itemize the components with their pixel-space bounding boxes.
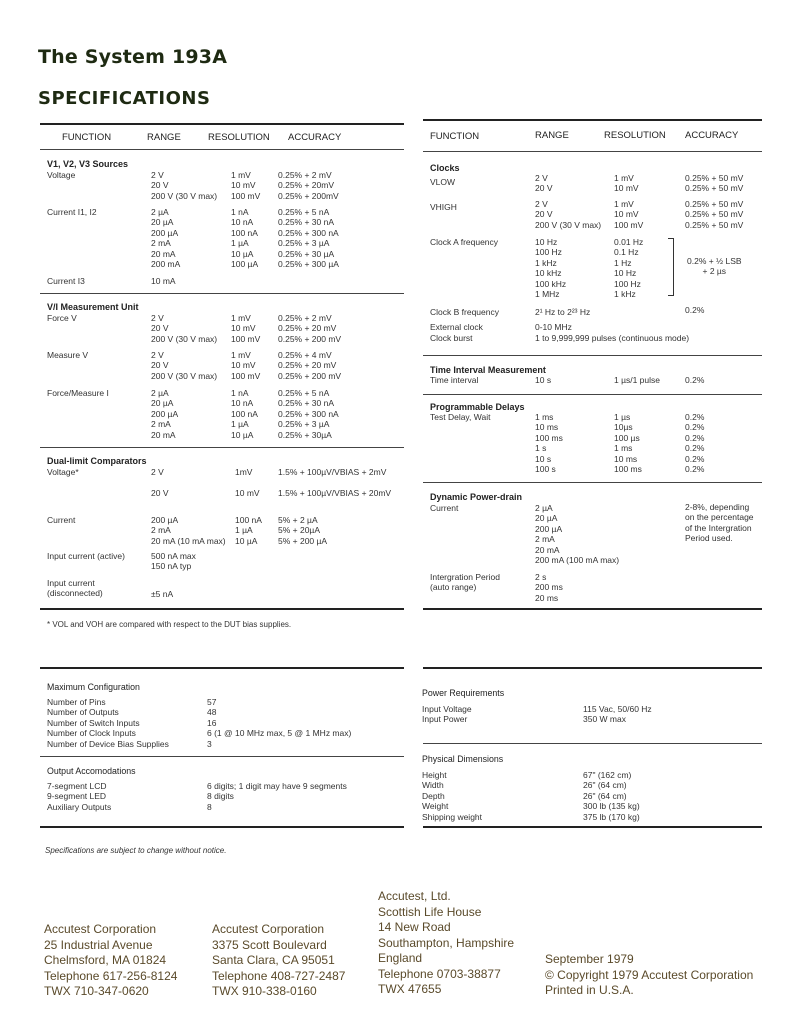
measv-range: 2 V 20 V 200 V (30 V max) <box>151 350 218 381</box>
forcev-resolution: 1 mV 10 mV 100 mV <box>231 313 261 344</box>
dpd-range: 2 µA 20 µA 200 µA 2 mA 20 mA 200 mA (100 mA max) <box>535 503 620 566</box>
power-values: 115 Vac, 50/60 Hz 350 W max <box>583 704 652 725</box>
right-col-function: FUNCTION <box>430 131 480 142</box>
section-dpd: Dynamic Power-drain <box>430 492 523 502</box>
measv-label: Measure V <box>47 350 89 360</box>
outputs-rule <box>40 756 404 757</box>
right-bottom-rule <box>423 608 762 610</box>
left-col-function: FUNCTION <box>62 132 112 143</box>
current12-label: Current I1, I2 <box>47 207 97 217</box>
fmi-label: Force/Measure I <box>47 388 109 398</box>
input-disc-range: ±5 nA <box>151 589 174 599</box>
power-top-rule <box>423 667 762 669</box>
maxconfig-values: 57 48 16 6 (1 @ 10 MHz max, 5 @ 1 MHz max) 3 <box>207 697 352 749</box>
burst-label: Clock burst <box>430 333 473 343</box>
dlc-v1-range: 2 V <box>151 467 164 477</box>
left-col-range: RANGE <box>147 132 181 143</box>
physical-bottom-rule <box>423 826 762 828</box>
rule-tim <box>423 355 762 356</box>
dlc-current-range: 200 µA 2 mA 20 mA (10 mA max) <box>151 515 226 546</box>
section-clocks: Clocks <box>430 163 460 173</box>
vhigh-accuracy: 0.25% + 50 mV 0.25% + 50 mV 0.25% + 50 mV <box>685 199 744 230</box>
right-header-rule <box>423 151 762 152</box>
measv-accuracy: 0.25% + 4 mV 0.25% + 20 mV 0.25% + 200 mV <box>278 350 342 381</box>
fmi-resolution: 1 nA 10 nA 100 nA 1 µA 10 µA <box>231 388 258 440</box>
forcev-range: 2 V 20 V 200 V (30 V max) <box>151 313 218 344</box>
section-dlc: Dual-limit Comparators <box>47 456 147 466</box>
rule-dlc <box>40 447 404 448</box>
right-col-resolution: RESOLUTION <box>604 130 666 141</box>
maxconfig-title: Maximum Configuration <box>47 682 140 692</box>
left-col-accuracy: ACCURACY <box>288 132 342 143</box>
vhigh-resolution: 1 mV 10 mV 100 mV <box>614 199 644 230</box>
current3-label: Current I3 <box>47 276 85 286</box>
power-labels: Input Voltage Input Power <box>422 704 472 725</box>
fmi-range: 2 µA 20 µA 200 µA 2 mA 20 mA <box>151 388 179 440</box>
clkb-label: Clock B frequency <box>430 307 499 317</box>
burst-range: 1 to 9,999,999 pulses (continuous mode) <box>535 333 690 343</box>
current12-accuracy: 0.25% + 5 nA 0.25% + 30 nA 0.25% + 300 nA 0.25% + 3 µA 0.25% + 30 µA 0.25% + 300 µA <box>278 207 339 270</box>
rule-dpd <box>423 482 762 483</box>
clka-label: Clock A frequency <box>430 237 499 247</box>
pd-accuracy: 0.2% 0.2% 0.2% 0.2% 0.2% 0.2% <box>685 412 705 475</box>
ip-range: 2 s 200 ms 20 ms <box>535 572 563 603</box>
clka-accuracy: 0.2% + ½ LSB + 2 µs <box>687 256 742 277</box>
voltage-range: 2 V 20 V 200 V (30 V max) <box>151 170 218 201</box>
clka-range: 10 Hz 100 Hz 1 kHz 10 kHz 100 kHz 1 MHz <box>535 237 567 300</box>
clkb-range: 2¹ Hz to 2²³ Hz <box>535 307 591 317</box>
section-vi-unit: V/I Measurement Unit <box>47 302 139 312</box>
tim-range: 10 s <box>535 375 552 385</box>
input-active-label: Input current (active) <box>47 551 125 561</box>
dlc-v2-accuracy: 1.5% + 100µV/VBIAS + 20mV <box>278 488 392 498</box>
rule-pd <box>423 394 762 395</box>
voltage-accuracy: 0.25% + 2 mV 0.25% + 20mV 0.25% + 200mV <box>278 170 339 201</box>
address-santa-clara: Accutest Corporation 3375 Scott Boulevard Santa Clara, CA 95051 Telephone 408-727-2487 TWX 910-338-0160 <box>212 922 346 998</box>
tim-accuracy: 0.2% <box>685 375 705 385</box>
fmi-accuracy: 0.25% + 5 nA 0.25% + 30 nA 0.25% + 300 nA 0.25% + 3 µA 0.25% + 30µA <box>278 388 339 440</box>
dlc-current-label: Current <box>47 515 76 525</box>
left-bottom-rule <box>40 608 404 610</box>
right-col-accuracy: ACCURACY <box>685 130 739 141</box>
input-disc-label: Input current (disconnected) <box>47 578 103 599</box>
pd-resolution: 1 µs 10µs 100 µs 1 ms 10 ms 100 ms <box>614 412 642 475</box>
current12-resolution: 1 nA 10 nA 100 nA 1 µA 10 µA 100 µA <box>231 207 259 270</box>
ext-clock-range: 0-10 MHz <box>535 322 572 332</box>
dlc-v1-accuracy: 1.5% + 100µV/VBIAS + 2mV <box>278 467 387 477</box>
section-pd: Programmable Delays <box>430 402 525 412</box>
outputs-values: 6 digits; 1 digit may have 9 segments 8 digits 8 <box>207 781 347 812</box>
document-title: The System 193A <box>38 46 228 68</box>
outputs-title: Output Accomodations <box>47 766 136 776</box>
physical-rule <box>423 743 762 744</box>
dlc-current-resolution: 100 nA 1 µA 10 µA <box>235 515 262 546</box>
dlc-current-accuracy: 5% + 2 µA 5% + 20µA 5% + 200 µA <box>278 515 328 546</box>
vlow-accuracy: 0.25% + 50 mV 0.25% + 50 mV <box>685 173 744 194</box>
voltage-label: Voltage <box>47 170 76 180</box>
vhigh-range: 2 V 20 V 200 V (30 V max) <box>535 199 602 230</box>
change-notice: Specifications are subject to change without notice. <box>45 846 227 855</box>
dlc-v2-resolution: 10 mV <box>235 488 260 498</box>
vlow-label: VLOW <box>430 177 456 187</box>
vhigh-label: VHIGH <box>430 202 457 212</box>
outputs-labels: 7-segment LCD 9-segment LED Auxiliary Outputs <box>47 781 112 812</box>
clka-brace <box>668 238 674 296</box>
measv-resolution: 1 mV 10 mV 100 mV <box>231 350 261 381</box>
section-vsources: V1, V2, V3 Sources <box>47 159 129 169</box>
left-header-rule <box>40 149 404 150</box>
maxconfig-top-rule <box>40 667 404 669</box>
address-chelmsford: Accutest Corporation 25 Industrial Avenue Chelmsford, MA 01824 Telephone 617-256-8124 TWX 710-347-0620 <box>44 922 178 998</box>
forcev-label: Force V <box>47 313 77 323</box>
forcev-accuracy: 0.25% + 2 mV 0.25% + 20 mV 0.25% + 200 mV <box>278 313 342 344</box>
pd-label: Test Delay, Wait <box>430 412 491 422</box>
vlow-range: 2 V 20 V <box>535 173 553 194</box>
dpd-label: Current <box>430 503 459 513</box>
physical-values: 67" (162 cm) 26" (64 cm) 26" (64 cm) 300 lb (135 kg) 375 lb (170 kg) <box>583 770 640 822</box>
clkb-accuracy: 0.2% <box>685 305 705 315</box>
power-title: Power Requirements <box>422 688 505 698</box>
document-subtitle: SPECIFICATIONS <box>38 88 211 109</box>
dpd-accuracy: 2-8%, depending on the percentage of the Intergration Period used. <box>685 502 754 544</box>
dlc-v2-range: 20 V <box>151 488 169 498</box>
section-tim: Time Interval Measurement <box>430 365 546 375</box>
maxconfig-labels: Number of Pins Number of Outputs Number of Switch Inputs Number of Clock Inputs Number of Device Bias Supplies <box>47 697 169 749</box>
vlow-resolution: 1 mV 10 mV <box>614 173 639 194</box>
current3-range: 10 mA <box>151 276 176 286</box>
rule-vi <box>40 293 404 294</box>
dlc-v1-resolution: 1mV <box>235 467 253 477</box>
pd-range: 1 ms 10 ms 100 ms 1 s 10 s 100 s <box>535 412 563 475</box>
right-col-range: RANGE <box>535 130 569 141</box>
voltage-resolution: 1 mV 10 mV 100 mV <box>231 170 261 201</box>
tim-resolution: 1 µs/1 pulse <box>614 375 661 385</box>
copyright-block: September 1979 © Copyright 1979 Accutest Corporation Printed in U.S.A. <box>545 952 754 997</box>
left-col-resolution: RESOLUTION <box>208 132 270 143</box>
ip-label: Intergration Period (auto range) <box>430 572 500 593</box>
physical-labels: Height Width Depth Weight Shipping weight <box>422 770 483 822</box>
ext-clock-label: External clock <box>430 322 483 332</box>
footnote: * VOL and VOH are compared with respect to the DUT bias supplies. <box>47 620 292 629</box>
physical-title: Physical Dimensions <box>422 754 504 764</box>
input-active-range: 500 nA max 150 nA typ <box>151 551 196 572</box>
outputs-bottom-rule <box>40 826 404 828</box>
address-southampton: Accutest, Ltd. Scottish Life House 14 New Road Southampton, Hampshire England Telephone 0703-38877 TWX 47655 <box>378 889 515 996</box>
current12-range: 2 µA 20 µA 200 µA 2 mA 20 mA 200 mA <box>151 207 181 270</box>
clka-resolution: 0.01 Hz 0.1 Hz 1 Hz 10 Hz 100 Hz 1 kHz <box>614 237 644 300</box>
left-top-rule <box>40 123 404 125</box>
tim-label: Time interval <box>430 375 479 385</box>
right-top-rule <box>423 119 762 121</box>
dlc-voltage-label: Voltage* <box>47 467 79 477</box>
